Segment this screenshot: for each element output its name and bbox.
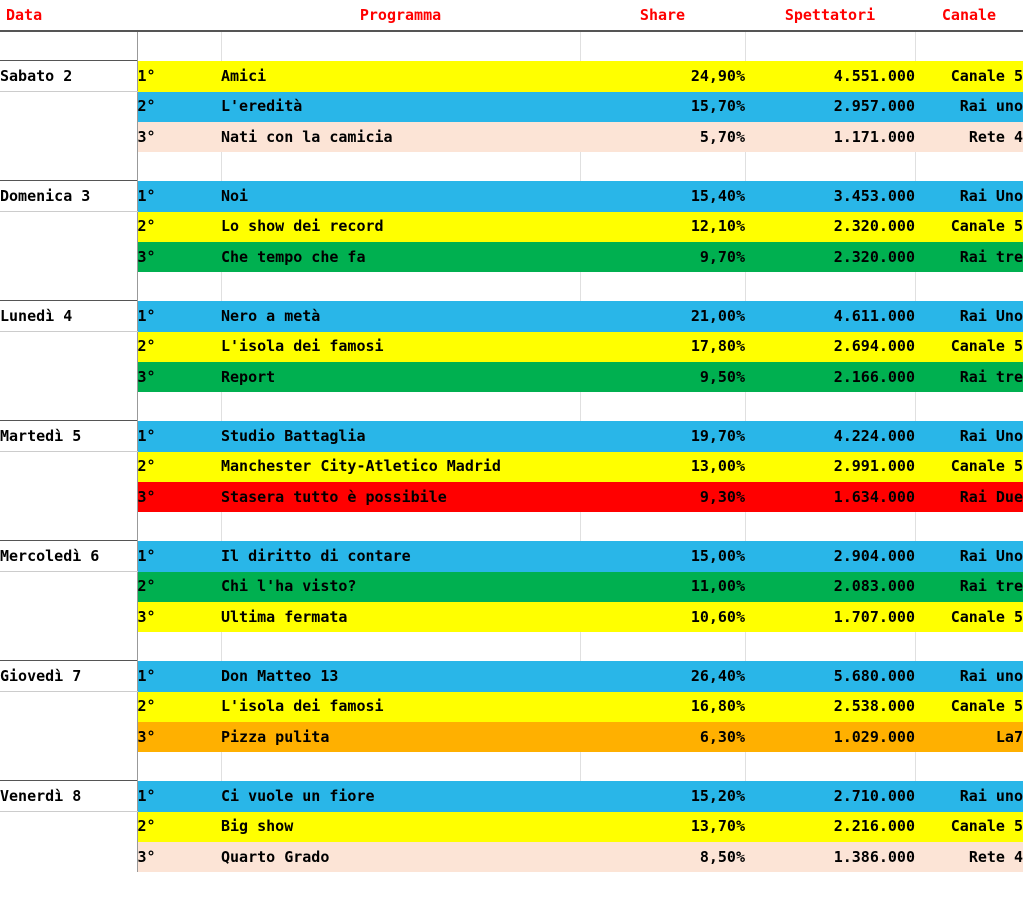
spacer-prog — [221, 152, 580, 181]
program-cell: Big show — [221, 812, 580, 843]
spacer-share — [580, 272, 745, 301]
channel-cell: Rete 4 — [915, 122, 1023, 152]
program-cell: Quarto Grado — [221, 842, 580, 872]
table-row — [0, 332, 1023, 363]
rank-cell: 3° — [137, 122, 221, 152]
date-cell-empty — [0, 362, 137, 392]
spacer-canale — [915, 632, 1023, 661]
table-row — [0, 61, 1023, 92]
program-cell: Manchester City-Atletico Madrid — [221, 452, 580, 483]
viewers-cell: 2.166.000 — [745, 362, 915, 392]
date-cell-empty — [0, 602, 137, 632]
share-cell: 15,00% — [580, 541, 745, 572]
date-cell: Domenica 3 — [0, 181, 137, 212]
rank-cell: 2° — [137, 692, 221, 723]
viewers-cell: 5.680.000 — [745, 661, 915, 692]
date-cell: Martedì 5 — [0, 421, 137, 452]
viewers-cell: 2.320.000 — [745, 212, 915, 243]
viewers-cell: 2.216.000 — [745, 812, 915, 843]
rank-cell: 3° — [137, 722, 221, 752]
rank-cell: 1° — [137, 181, 221, 212]
viewers-cell: 1.634.000 — [745, 482, 915, 512]
viewers-cell: 2.991.000 — [745, 452, 915, 483]
program-cell: Nati con la camicia — [221, 122, 580, 152]
table-row — [0, 602, 1023, 632]
program-cell: L'isola dei famosi — [221, 332, 580, 363]
spacer-share — [580, 632, 745, 661]
table-row — [0, 181, 1023, 212]
spacer-date — [0, 752, 137, 781]
share-cell: 13,00% — [580, 452, 745, 483]
spacer-rank — [137, 512, 221, 541]
column-header-spettatori: Spettatori — [745, 0, 915, 31]
channel-cell: Rai uno — [915, 781, 1023, 812]
spacer-row — [0, 752, 1023, 781]
date-cell: Venerdì 8 — [0, 781, 137, 812]
date-cell-empty — [0, 332, 137, 363]
program-cell: L'eredità — [221, 92, 580, 123]
program-cell: Report — [221, 362, 580, 392]
channel-cell: Rete 4 — [915, 842, 1023, 872]
column-header-data: Data — [0, 0, 137, 31]
share-cell: 10,60% — [580, 602, 745, 632]
rank-cell: 1° — [137, 61, 221, 92]
program-cell: Studio Battaglia — [221, 421, 580, 452]
rank-cell: 3° — [137, 842, 221, 872]
viewers-cell: 4.611.000 — [745, 301, 915, 332]
spacer-share — [580, 392, 745, 421]
table-row — [0, 661, 1023, 692]
spacer-spet — [745, 392, 915, 421]
program-cell: Ultima fermata — [221, 602, 580, 632]
program-cell: Nero a metà — [221, 301, 580, 332]
channel-cell: La7 — [915, 722, 1023, 752]
channel-cell: Canale 5 — [915, 602, 1023, 632]
spacer-prog — [221, 31, 580, 61]
date-cell-empty — [0, 722, 137, 752]
rank-cell: 1° — [137, 661, 221, 692]
spacer-share — [580, 31, 745, 61]
share-cell: 9,30% — [580, 482, 745, 512]
table-row — [0, 421, 1023, 452]
table-row — [0, 482, 1023, 512]
viewers-cell: 2.957.000 — [745, 92, 915, 123]
program-cell: Noi — [221, 181, 580, 212]
spacer-row — [0, 272, 1023, 301]
table-row — [0, 572, 1023, 603]
share-cell: 15,70% — [580, 92, 745, 123]
rank-cell: 3° — [137, 362, 221, 392]
channel-cell: Canale 5 — [915, 452, 1023, 483]
channel-cell: Canale 5 — [915, 332, 1023, 363]
spacer-rank — [137, 392, 221, 421]
table-row — [0, 812, 1023, 843]
date-cell-empty — [0, 842, 137, 872]
program-cell: Che tempo che fa — [221, 242, 580, 272]
program-cell: Il diritto di contare — [221, 541, 580, 572]
spacer-row — [0, 31, 1023, 61]
rank-cell: 3° — [137, 602, 221, 632]
spacer-canale — [915, 752, 1023, 781]
share-cell: 11,00% — [580, 572, 745, 603]
date-cell: Sabato 2 — [0, 61, 137, 92]
spacer-date — [0, 152, 137, 181]
share-cell: 8,50% — [580, 842, 745, 872]
rank-cell: 3° — [137, 242, 221, 272]
share-cell: 15,20% — [580, 781, 745, 812]
channel-cell: Rai tre — [915, 362, 1023, 392]
spacer-canale — [915, 31, 1023, 61]
viewers-cell: 1.171.000 — [745, 122, 915, 152]
share-cell: 13,70% — [580, 812, 745, 843]
spacer-spet — [745, 632, 915, 661]
rank-cell: 1° — [137, 301, 221, 332]
program-cell: Chi l'ha visto? — [221, 572, 580, 603]
table-row — [0, 122, 1023, 152]
program-cell: Lo show dei record — [221, 212, 580, 243]
table-header-row — [0, 0, 1023, 31]
channel-cell: Rai Uno — [915, 421, 1023, 452]
rank-cell: 1° — [137, 781, 221, 812]
viewers-cell: 2.710.000 — [745, 781, 915, 812]
spacer-share — [580, 152, 745, 181]
channel-cell: Rai tre — [915, 572, 1023, 603]
channel-cell: Rai Due — [915, 482, 1023, 512]
share-cell: 9,70% — [580, 242, 745, 272]
channel-cell: Canale 5 — [915, 812, 1023, 843]
viewers-cell: 1.029.000 — [745, 722, 915, 752]
date-cell-empty — [0, 242, 137, 272]
spacer-date — [0, 392, 137, 421]
column-header-rank — [137, 0, 221, 31]
table-row — [0, 301, 1023, 332]
spacer-canale — [915, 512, 1023, 541]
channel-cell: Rai uno — [915, 661, 1023, 692]
date-cell-empty — [0, 92, 137, 123]
spacer-rank — [137, 752, 221, 781]
spacer-prog — [221, 272, 580, 301]
channel-cell: Rai uno — [915, 92, 1023, 123]
viewers-cell: 4.224.000 — [745, 421, 915, 452]
spacer-row — [0, 152, 1023, 181]
share-cell: 15,40% — [580, 181, 745, 212]
share-cell: 24,90% — [580, 61, 745, 92]
spacer-spet — [745, 752, 915, 781]
program-cell: Stasera tutto è possibile — [221, 482, 580, 512]
spacer-date — [0, 632, 137, 661]
spacer-rank — [137, 272, 221, 301]
spacer-date — [0, 512, 137, 541]
spacer-row — [0, 392, 1023, 421]
rank-cell: 1° — [137, 541, 221, 572]
table-row — [0, 842, 1023, 872]
channel-cell: Canale 5 — [915, 61, 1023, 92]
viewers-cell: 1.707.000 — [745, 602, 915, 632]
rank-cell: 2° — [137, 452, 221, 483]
rank-cell: 2° — [137, 92, 221, 123]
table-row — [0, 362, 1023, 392]
spacer-rank — [137, 152, 221, 181]
rank-cell: 2° — [137, 812, 221, 843]
channel-cell: Rai Uno — [915, 541, 1023, 572]
spacer-date — [0, 31, 137, 61]
channel-cell: Rai Uno — [915, 301, 1023, 332]
spacer-spet — [745, 272, 915, 301]
date-cell: Mercoledì 6 — [0, 541, 137, 572]
spacer-canale — [915, 392, 1023, 421]
spacer-prog — [221, 632, 580, 661]
program-cell: L'isola dei famosi — [221, 692, 580, 723]
program-cell: Don Matteo 13 — [221, 661, 580, 692]
spacer-prog — [221, 752, 580, 781]
viewers-cell: 2.694.000 — [745, 332, 915, 363]
share-cell: 6,30% — [580, 722, 745, 752]
channel-cell: Rai Uno — [915, 181, 1023, 212]
table-row — [0, 92, 1023, 123]
share-cell: 9,50% — [580, 362, 745, 392]
share-cell: 5,70% — [580, 122, 745, 152]
rank-cell: 1° — [137, 421, 221, 452]
spacer-prog — [221, 392, 580, 421]
spacer-row — [0, 512, 1023, 541]
share-cell: 17,80% — [580, 332, 745, 363]
rank-cell: 2° — [137, 572, 221, 603]
date-cell: Giovedì 7 — [0, 661, 137, 692]
channel-cell: Canale 5 — [915, 692, 1023, 723]
table-row — [0, 692, 1023, 723]
spacer-share — [580, 752, 745, 781]
share-cell: 12,10% — [580, 212, 745, 243]
date-cell-empty — [0, 212, 137, 243]
viewers-cell: 2.904.000 — [745, 541, 915, 572]
viewers-cell: 1.386.000 — [745, 842, 915, 872]
rank-cell: 2° — [137, 212, 221, 243]
table-row — [0, 541, 1023, 572]
viewers-cell: 2.083.000 — [745, 572, 915, 603]
date-cell-empty — [0, 122, 137, 152]
spacer-rank — [137, 31, 221, 61]
viewers-cell: 2.320.000 — [745, 242, 915, 272]
column-header-programma: Programma — [221, 0, 580, 31]
date-cell-empty — [0, 572, 137, 603]
spacer-date — [0, 272, 137, 301]
spacer-share — [580, 512, 745, 541]
viewers-cell: 4.551.000 — [745, 61, 915, 92]
program-cell: Ci vuole un fiore — [221, 781, 580, 812]
spacer-rank — [137, 632, 221, 661]
viewers-cell: 3.453.000 — [745, 181, 915, 212]
spacer-spet — [745, 31, 915, 61]
date-cell-empty — [0, 452, 137, 483]
spacer-row — [0, 632, 1023, 661]
share-cell: 19,70% — [580, 421, 745, 452]
viewers-cell: 2.538.000 — [745, 692, 915, 723]
program-cell: Amici — [221, 61, 580, 92]
table-row — [0, 781, 1023, 812]
spacer-canale — [915, 152, 1023, 181]
rank-cell: 3° — [137, 482, 221, 512]
share-cell: 21,00% — [580, 301, 745, 332]
spacer-canale — [915, 272, 1023, 301]
rank-cell: 2° — [137, 332, 221, 363]
table-row — [0, 452, 1023, 483]
table-row — [0, 242, 1023, 272]
column-header-canale: Canale — [915, 0, 1023, 31]
table-row — [0, 212, 1023, 243]
channel-cell: Rai tre — [915, 242, 1023, 272]
spacer-prog — [221, 512, 580, 541]
date-cell: Lunedì 4 — [0, 301, 137, 332]
column-header-share: Share — [580, 0, 745, 31]
share-cell: 26,40% — [580, 661, 745, 692]
program-cell: Pizza pulita — [221, 722, 580, 752]
date-cell-empty — [0, 482, 137, 512]
date-cell-empty — [0, 692, 137, 723]
share-cell: 16,80% — [580, 692, 745, 723]
spacer-spet — [745, 512, 915, 541]
date-cell-empty — [0, 812, 137, 843]
spacer-spet — [745, 152, 915, 181]
channel-cell: Canale 5 — [915, 212, 1023, 243]
table-row — [0, 722, 1023, 752]
